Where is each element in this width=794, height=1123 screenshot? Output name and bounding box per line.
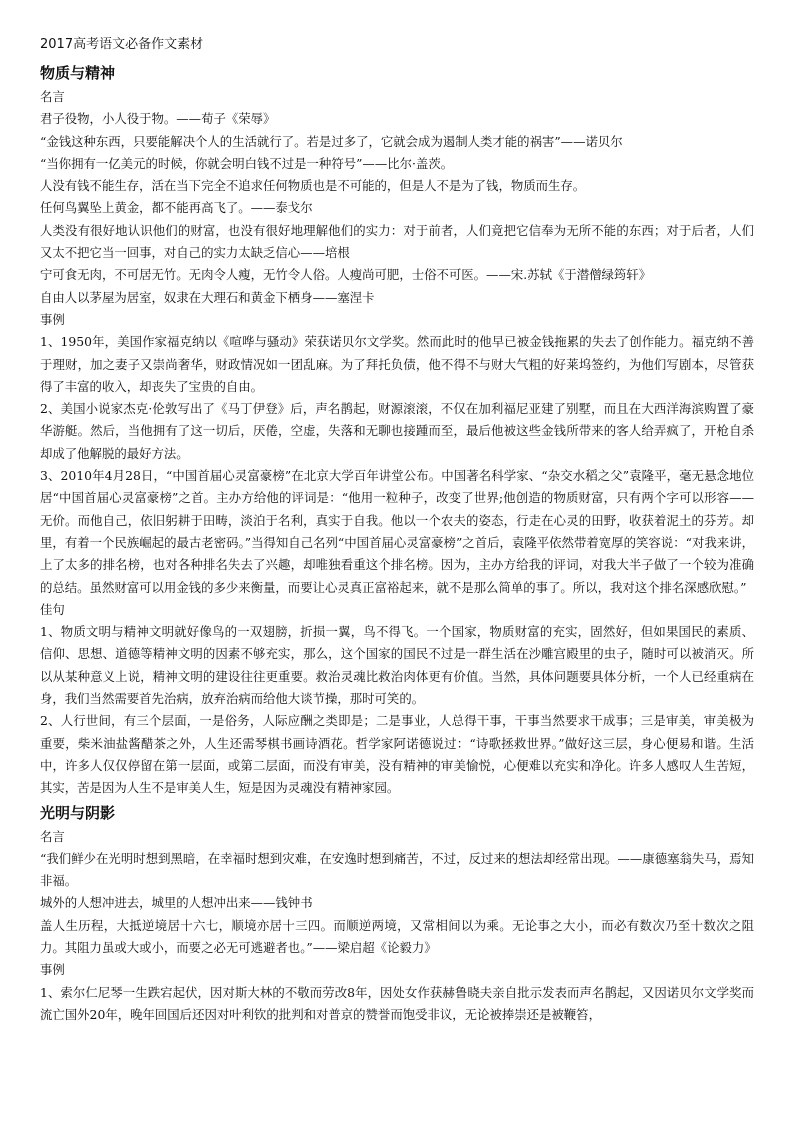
- cases-label: 事例: [40, 311, 65, 327]
- cases-list: [40, 982, 754, 1027]
- cases-list: [40, 331, 754, 599]
- sentences-list: [40, 621, 754, 799]
- sentences-label: 佳句: [40, 601, 65, 617]
- quote-item: 人类没有很好地认识他们的财富，也没有很好地理解他们的实力：对于前者，人们竟把它信奉为无所不能的东西；对于后者，人们又太不把它当一回事，对自己的实力太缺乏信心——培根: [40, 222, 754, 261]
- case-item: 1、索尔仁尼琴一生跌宕起伏，因对斯大林的不敬而劳改8年，因处女作获赫鲁晓夫亲自批示发表而声名鹊起，又因诺贝尔文学奖而流亡国外20年，晚年回国后还因对叶利钦的批判和对普京的赞誉而饱受非议，无论被捧崇还是被鞭笞，: [40, 984, 754, 1022]
- quotes-label: 名言: [40, 828, 65, 844]
- quotes-label: 名言: [40, 89, 65, 104]
- quote-item: 任何鸟翼坠上黄金，都不能再高飞了。——泰戈尔: [40, 200, 313, 216]
- sentence-item: 1、物质文明与精神文明就好像鸟的一双翅膀，折损一翼，鸟不得飞。一个国家，物质财富的充实，固然好，但如果国民的素质、信仰、思想、道德等精神文明的因素不够充实，那么，这个国家的国民不过是一群生活在沙雕宫殿里的虫子，随时可以被消灭。所以从某种意义上说，精神文明的建设往往更重要。救治灵魂比救治肉体更有价值。当然，具体问题要具体分析，一个人已经重病在身，我们当然需要首先治病，放弃治病而给他大谈节操，那时可笑的。: [40, 624, 754, 707]
- quotes-list: [40, 848, 754, 959]
- section-heading: 光明与阴影: [40, 803, 116, 822]
- case-item: 1、1950年，美国作家福克纳以《喧哗与骚动》荣获诺贝尔文学奖。然而此时的他早已被金钱拖累的失去了创作能力。福克纳不善于理财，加之妻子又崇尚奢华，财政情况如一团乱麻。为了拜托负债，他不得不与财大气粗的好莱坞签约，为他们写剧本，尽管获得了丰富的收入，却丧失了宝贵的自由。: [40, 334, 754, 394]
- quote-item: 人没有钱不能生存，活在当下完全不追求任何物质也是不可能的，但是人不是为了钱，物质而生存。: [40, 178, 586, 194]
- quote-item: 君子役物，小人役于物。——荀子《荣辱》: [40, 111, 276, 127]
- quote-item: “当你拥有一亿美元的时候，你就会明白钱不过是一种符号”——比尔·盖茨。: [40, 155, 454, 171]
- cases-label: 事例: [40, 962, 65, 978]
- quotes-list: [40, 108, 754, 309]
- case-item: 2、美国小说家杰克·伦敦写出了《马丁伊登》后，声名鹊起，财源滚滚，不仅在加利福尼亚建了别墅，而且在大西洋海滨购置了豪华游艇。然后，当他拥有了这一切后，厌倦，空虚，失落和无聊也接踵而至，最后他被这些金钱所带来的客人给弄疯了，开枪自杀却成了他解脱的最好方法。: [40, 401, 754, 461]
- quote-item: 宁可食无肉，不可居无竹。无肉令人瘦，无竹令人俗。人瘦尚可肥，士俗不可医。——宋.苏轼《于潜僧绿筠轩》: [40, 267, 652, 283]
- case-item: 3、2010年4月28日，“中国首届心灵富豪榜”在北京大学百年讲堂公布。中国著名科学家、“杂交水稻之父”袁隆平，毫无悬念地位居“中国首届心灵富豪榜”之首。主办方给他的评词是：“他用一粒种子，改变了世界;他创造的物质财富，只有两个字可以形容——无价。而他自己，依旧躬耕于田畴，淡泊于名利，真实于自我。他以一个农夫的姿态，行走在心灵的田野，收获着泥土的芬芳。却里，有着一个民族崛起的最古老密码。”当得知自己名列“中国首届心灵富豪榜”之首后，袁隆平依然带着宽厚的笑容说：“对我来讲，上了太多的排名榜，也对各种排名失去了兴趣，却唯独看重这个排名榜。因为，主办方给我的评词，对我大半子做了一个较为准确的总结。虽然财富可以用金钱的多少来衡量，而要让心灵真正富裕起来，就不是那么简单的事了。所以，我对这个排名深感欣慰。”: [40, 468, 754, 595]
- sentence-item: 2、人行世间，有三个层面，一是俗务，人际应酬之类即是；二是事业，人总得干事，干事当然要求干成事；三是审美，审美极为重要，柴米油盐酱醋茶之外，人生还需琴棋书画诗酒花。哲学家阿诺德说过：“诗歌拯救世界。”做好这三层，身心便易和谐。生活中，许多人仅仅停留在第一层面，或第二层面，而没有审美，没有精神的审美愉悦，心便难以充实和净化。许多人感叹人生苦短，其实，苦是因为人生不是审美人生，短是因为灵魂没有精神家园。: [40, 713, 754, 796]
- quote-item: 盖人生历程，大抵逆境居十六七，顺境亦居十三四。而顺逆两境，又常相间以为乘。无论事之大小，而必有数次乃至十数次之阻力。其阻力虽或大或小，而要之必无可逃避者也。”——梁启超《论毅力》: [40, 917, 754, 955]
- quote-item: “金钱这种东西，只要能解决个人的生活就行了。若是过多了，它就会成为遏制人类才能的祸害”——诺贝尔: [40, 133, 623, 149]
- quote-item: 自由人以茅屋为居室，奴隶在大理石和黄金下栖身——塞涅卡: [40, 289, 375, 305]
- section-heading: 物质与精神: [40, 64, 116, 82]
- quote-item: “我们鲜少在光明时想到黑暗，在幸福时想到灾难，在安逸时想到痛苦，不过，反过来的想法却经常出现。——康德塞翁失马，焉知非福。: [40, 850, 754, 889]
- quote-item: 城外的人想冲进去，城里的人想冲出来——钱钟书: [40, 895, 313, 911]
- document-title: 2017高考语文必备作文素材: [40, 37, 204, 52]
